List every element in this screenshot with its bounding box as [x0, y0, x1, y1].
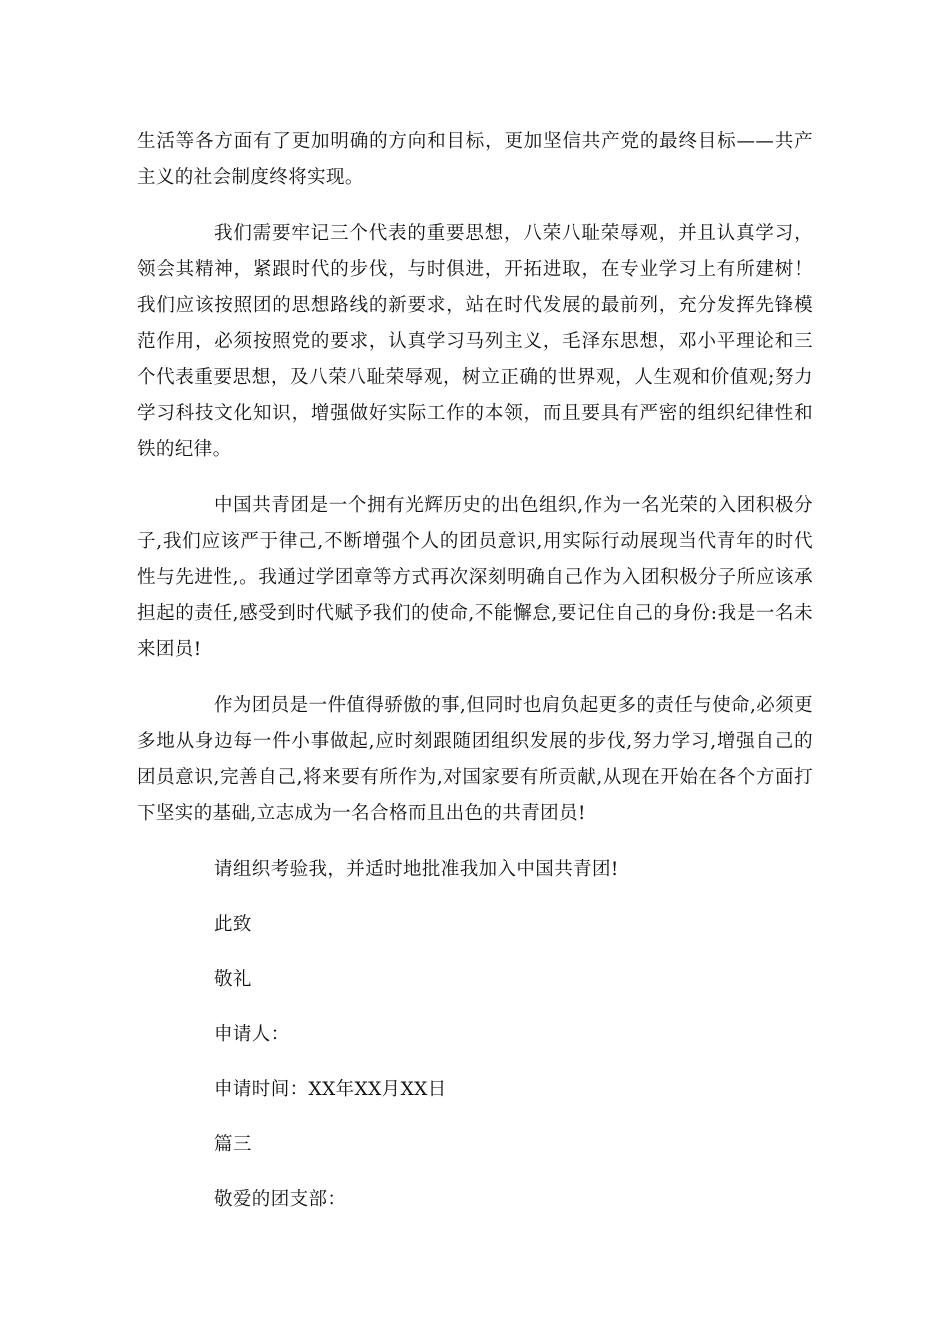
document-body [137, 124, 813, 1218]
paragraph-youth-league: 中国共青团是一个拥有光辉历史的出色组织,作为一名光荣的入团积极分子,我们应该严于律己,不断增强个人的团员意识,用实际行动展现当代青年的时代性与先进性,。我通过学团章等方式再次深刻明确自己作为入团积极分子所应该承担起的责任,感受到时代赋予我们的使命,不能懈怠,要记住自己的身份:我是一名未来团员! [137, 495, 813, 660]
closing-section [137, 852, 813, 1218]
paragraph-member-duty: 作为团员是一件值得骄傲的事,但同时也肩负起更多的责任与使命,必须更多地从身边每一件小事做起,应时刻跟随团组织发展的步伐,努力学习,增强自己的团员意识,完善自己,将来要有所作为,对国家要有所贡献,从现在开始在各个方面打下坚实的基础,立志成为一名合格而且出色的共青团员! [137, 695, 813, 824]
application-date: 申请时间：XX年XX月XX日 [214, 1079, 447, 1100]
addressee-line: 敬爱的团支部： [214, 1189, 347, 1210]
salutation-jingli: 敬礼 [214, 969, 252, 990]
paragraph-continuation: 生活等各方面有了更加明确的方向和目标，更加坚信共产党的最终目标——共产主义的社会制度终将实现。 [137, 131, 813, 188]
request-line: 请组织考验我，并适时地批准我加入中国共青团! [214, 859, 619, 880]
paragraph-three-represents: 我们需要牢记三个代表的重要思想，八荣八耻荣辱观，并且认真学习，领会其精神，紧跟时代的步伐，与时俱进，开拓进取，在专业学习上有所建树！我们应该按照团的思想路线的新要求，站在时代发展的最前列，充分发挥先锋模范作用，必须按照党的要求，认真学习马列主义，毛泽东思想，邓小平理论和三个代表重要思想，及八荣八耻荣辱观，树立正确的世界观，人生观和价值观;努力学习科技文化知识，增强做好实际工作的本领，而且要具有严密的组织纪律性和铁的纪律。 [137, 223, 813, 460]
applicant-label: 申请人： [214, 1024, 290, 1045]
section-heading: 篇三 [214, 1134, 252, 1155]
salutation-cizhi: 此致 [214, 914, 252, 935]
